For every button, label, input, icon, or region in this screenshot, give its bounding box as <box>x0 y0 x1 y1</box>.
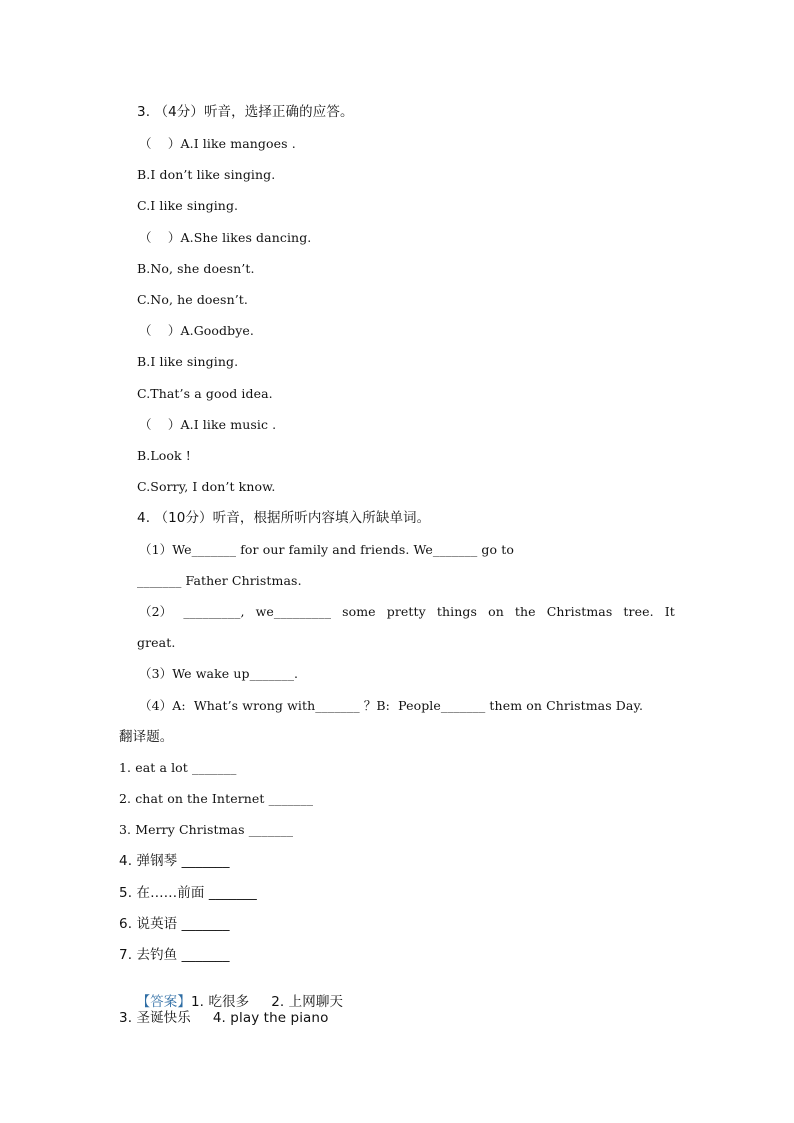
translation-title: 翻译题。 <box>119 729 174 745</box>
q3-option-line: C.I like singing. <box>137 198 239 213</box>
q4-item-2-continued: great. <box>137 635 176 650</box>
q3-option-line: （ ）A.I like music . <box>139 417 277 432</box>
translation-item: 5. 在……前面 _______ <box>119 885 257 901</box>
q4-item-2-word: some <box>342 604 376 619</box>
q4-item-2-word: It <box>664 604 675 619</box>
translation-item: 2. chat on the Internet _______ <box>119 791 314 806</box>
q4-item-1: （1）We_______ for our family and friends. We_______ go to <box>139 542 514 557</box>
q3-option-line: C.Sorry, I don’t know. <box>137 479 276 494</box>
q4-item-2-word: we_________ <box>255 604 332 619</box>
q4-item-4: （4）A: What’s wrong with_______ ？B: People_______ them on Christmas Day. <box>139 698 644 713</box>
q3-option-line: B.I don’t like singing. <box>137 167 276 182</box>
q3-option-line: B.No, she doesn’t. <box>137 261 255 276</box>
q4-item-2-word: on <box>488 604 504 619</box>
q4-title: 4. （10分）听音，根据所听内容填入所缺单词。 <box>137 510 431 526</box>
translation-item: 4. 弹钢琴 _______ <box>119 853 230 869</box>
q4-item-2-word: pretty <box>386 604 426 619</box>
q3-option-line: B.I like singing. <box>137 354 239 369</box>
answer-text-1: 1. 吃很多 2. 上网聊天 <box>190 994 344 1010</box>
q4-item-2-word: tree. <box>623 604 654 619</box>
q3-option-line: C.That’s a good idea. <box>137 386 273 401</box>
q4-item-2-word: （2） <box>139 604 173 619</box>
q4-item-2 <box>139 604 675 620</box>
q4-item-2-word: the <box>514 604 536 619</box>
q4-item-2-word: things <box>436 604 478 619</box>
q4-item-2-word: _________, <box>183 604 245 619</box>
q3-title: 3. （4分）听音，选择正确的应答。 <box>137 104 354 120</box>
q3-option-line: C.No, he doesn’t. <box>137 292 248 307</box>
answer-line-2: 3. 圣诞快乐 4. play the piano <box>119 1010 329 1026</box>
q3-option-line: （ ）A.She likes dancing. <box>139 230 312 245</box>
q3-option-line: B.Look ! <box>137 448 191 463</box>
q4-item-1-continued: _______ Father Christmas. <box>137 573 302 588</box>
q3-option-line: （ ）A.Goodbye. <box>139 323 254 338</box>
translation-item: 1. eat a lot _______ <box>119 760 237 775</box>
answer-tag: 【答案】 <box>136 994 191 1010</box>
translation-item: 3. Merry Christmas _______ <box>119 822 294 837</box>
translation-item: 6. 说英语 _______ <box>119 916 230 932</box>
q4-item-3: （3）We wake up_______. <box>139 666 299 681</box>
q4-item-2-word: Christmas <box>546 604 613 619</box>
translation-item: 7. 去钓鱼 _______ <box>119 947 230 963</box>
q3-option-line: （ ）A.I like mangoes . <box>139 136 296 151</box>
